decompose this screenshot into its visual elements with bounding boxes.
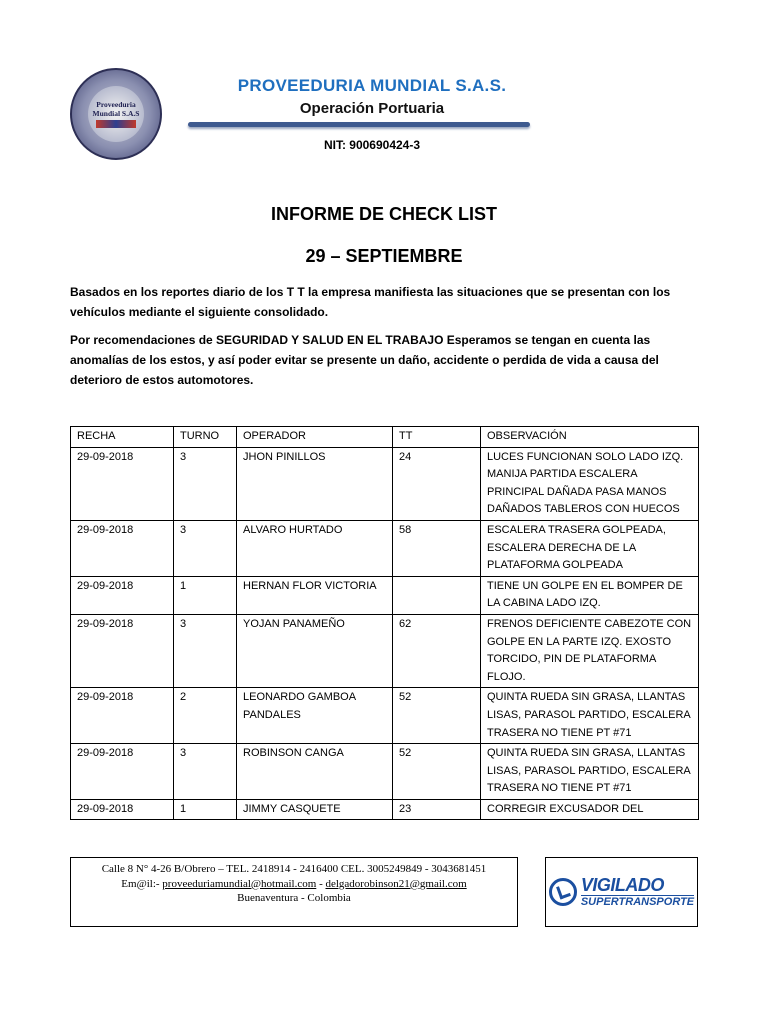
cell-tt: [393, 576, 481, 614]
email-prefix: Em@il:-: [121, 877, 163, 890]
cell-tt: 24: [393, 447, 481, 520]
logo-text-line2: Mundial S.A.S: [92, 109, 140, 118]
header-divider: [188, 122, 530, 127]
cell-fecha: 29-09-2018: [71, 799, 174, 820]
check-seal-icon: [549, 878, 577, 906]
cell-operador: LEONARDO GAMBOA PANDALES: [237, 688, 393, 744]
cell-operador: HERNAN FLOR VICTORIA: [237, 576, 393, 614]
cell-observacion: LUCES FUNCIONAN SOLO LADO IZQ. MANIJA PARTIDA ESCALERA PRINCIPAL DAÑADA PASA MANOS DAÑADOS TABLEROS CON HUECOS: [481, 447, 699, 520]
cell-turno: 3: [174, 520, 237, 576]
cell-turno: 2: [174, 688, 237, 744]
cell-observacion: QUINTA RUEDA SIN GRASA, LLANTAS LISAS, PARASOL PARTIDO, ESCALERA TRASERA NO TIENE PT #71: [481, 688, 699, 744]
cell-operador: ALVARO HURTADO: [237, 520, 393, 576]
cell-operador: JIMMY CASQUETE: [237, 799, 393, 820]
company-logo: [70, 68, 162, 160]
safety-paragraph: Por recomendaciones de SEGURIDAD Y SALUD EN EL TRABAJO Esperamos se tengan en cuenta las anomalías de los estos, y así poder evitar se presente un daño, accidente o perdida de vida a causa del deterioro de estos automotores.: [70, 333, 659, 387]
report-date: 29 – SEPTIEMBRE: [305, 246, 463, 266]
cell-tt: 62: [393, 614, 481, 687]
cell-operador: JHON PINILLOS: [237, 447, 393, 520]
cell-fecha: 29-09-2018: [71, 744, 174, 800]
cell-tt: 23: [393, 799, 481, 820]
header-tt: TT: [393, 427, 481, 448]
cell-turno: 1: [174, 799, 237, 820]
cell-tt: 52: [393, 688, 481, 744]
cell-fecha: 29-09-2018: [71, 614, 174, 687]
table-row: [71, 744, 699, 800]
footer-city: Buenaventura - Colombia: [237, 892, 351, 904]
email-link-2[interactable]: delgadorobinson21@gmail.com: [325, 877, 467, 890]
cell-operador: YOJAN PANAMEÑO: [237, 614, 393, 687]
header-fecha: RECHA: [71, 427, 174, 448]
table-row: [71, 576, 699, 614]
cell-tt: 52: [393, 744, 481, 800]
cell-turno: 3: [174, 447, 237, 520]
cell-observacion: TIENE UN GOLPE EN EL BOMPER DE LA CABINA LADO IZQ.: [481, 576, 699, 614]
cell-fecha: 29-09-2018: [71, 520, 174, 576]
table-row: [71, 688, 699, 744]
company-subtitle: Operación Portuaria: [299, 100, 445, 117]
report-title: INFORME DE CHECK LIST: [270, 204, 497, 224]
logo-text-line1: Proveeduria: [96, 100, 136, 109]
email-link-1[interactable]: proveeduriamundial@hotmail.com: [162, 877, 317, 890]
intro-paragraph: Basados en los reportes diario de los T T la empresa manifiesta las situaciones que se presentan con los vehículos mediante el siguiente consolidado.: [70, 285, 671, 319]
table-header-row: [71, 427, 699, 448]
footer-emails: [71, 877, 517, 892]
email-separator: -: [316, 877, 326, 890]
footer-address: Calle 8 N° 4-26 B/Obrero – TEL. 2418914 - 2416400 CEL. 3005249849 - 3043681451: [101, 863, 487, 875]
cell-operador: ROBINSON CANGA: [237, 744, 393, 800]
checklist-table: [70, 426, 699, 820]
logo-ship-band: [96, 120, 136, 128]
badge-text: [581, 876, 694, 908]
logo-emblem: [88, 86, 144, 142]
cell-fecha: 29-09-2018: [71, 688, 174, 744]
company-nit: NIT: 900690424-3: [323, 138, 421, 152]
header-observacion: OBSERVACIÓN: [481, 427, 699, 448]
footer-contact: [70, 857, 518, 927]
cell-turno: 1: [174, 576, 237, 614]
cell-fecha: 29-09-2018: [71, 447, 174, 520]
table-row: [71, 447, 699, 520]
vigilado-badge: [545, 857, 698, 927]
table-row: [71, 799, 699, 820]
cell-turno: 3: [174, 744, 237, 800]
badge-supertransporte: SUPERTRANSPORTE: [580, 896, 695, 908]
cell-observacion: ESCALERA TRASERA GOLPEADA, ESCALERA DERECHA DE LA PLATAFORMA GOLPEADA: [481, 520, 699, 576]
badge-vigilado: VIGILADO: [580, 875, 664, 895]
table-row: [71, 520, 699, 576]
header-operador: OPERADOR: [237, 427, 393, 448]
header-turno: TURNO: [174, 427, 237, 448]
company-name: PROVEEDURIA MUNDIAL S.A.S.: [237, 76, 507, 95]
cell-observacion: QUINTA RUEDA SIN GRASA, LLANTAS LISAS, PARASOL PARTIDO, ESCALERA TRASERA NO TIENE PT #71: [481, 744, 699, 800]
table-row: [71, 614, 699, 687]
cell-tt: 58: [393, 520, 481, 576]
cell-turno: 3: [174, 614, 237, 687]
cell-fecha: 29-09-2018: [71, 576, 174, 614]
cell-observacion: CORREGIR EXCUSADOR DEL: [481, 799, 699, 820]
cell-observacion: FRENOS DEFICIENTE CABEZOTE CON GOLPE EN LA PARTE IZQ. EXOSTO TORCIDO, PIN DE PLATAFORMA FLOJO.: [481, 614, 699, 687]
